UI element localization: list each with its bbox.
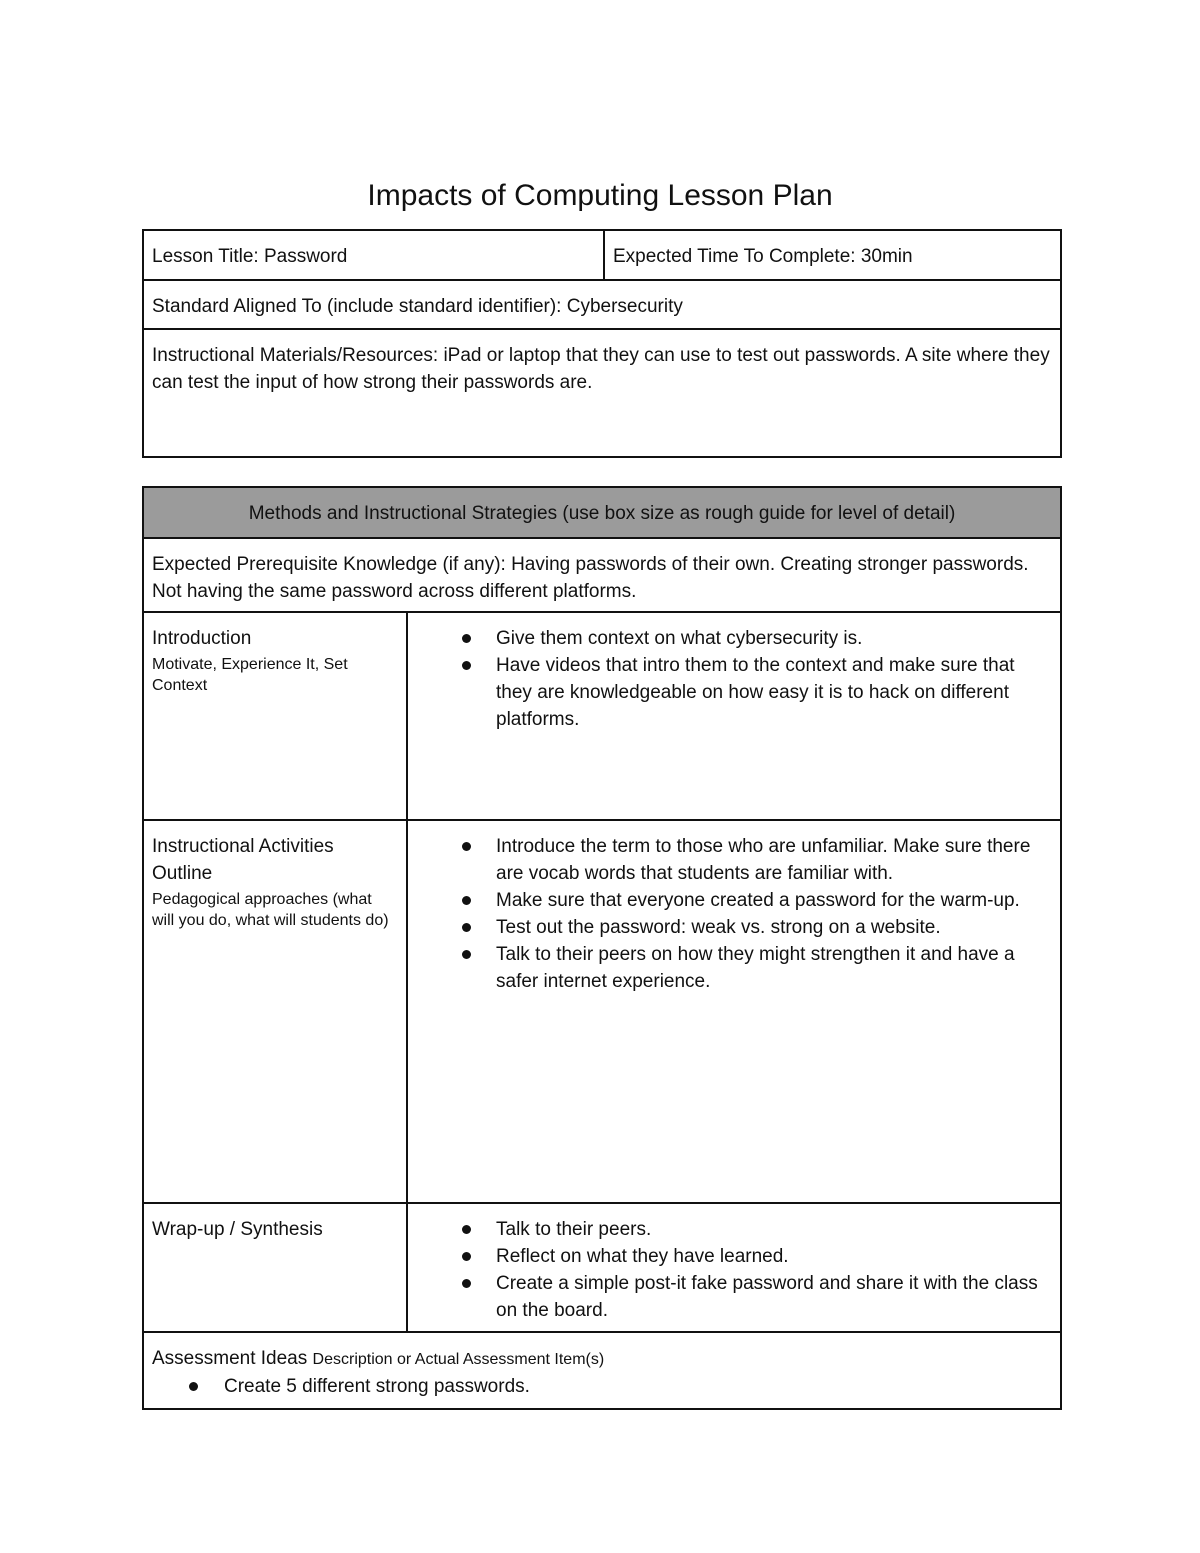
introduction-note: Motivate, Experience It, Set Context (152, 656, 348, 694)
list-item: Give them context on what cybersecurity is. (496, 625, 1052, 652)
activities-content-cell (407, 820, 1061, 1203)
assessment-cell (143, 1332, 1061, 1409)
activities-bullets (416, 833, 1052, 995)
materials-cell: Instructional Materials/Resources: iPad or laptop that they can use to test out passwords. A site where they can test the input of how strong their passwords are. (143, 329, 1061, 457)
list-item: Introduce the term to those who are unfamiliar. Make sure there are vocab words that students are familiar with. (496, 833, 1052, 887)
introduction-label: Introduction (152, 628, 252, 649)
expected-time-cell: Expected Time To Complete: 30min (604, 230, 1061, 280)
list-item: Talk to their peers. (496, 1216, 1052, 1243)
introduction-label-cell (143, 612, 407, 820)
list-item: Talk to their peers on how they might strengthen it and have a safer internet experience. (496, 941, 1052, 995)
introduction-content-cell (407, 612, 1061, 820)
assessment-label: Assessment Ideas (152, 1348, 308, 1369)
activities-note: Pedagogical approaches (what will you do, what will students do) (152, 891, 389, 929)
lesson-info-table (142, 229, 1062, 458)
assessment-note: Description or Actual Assessment Item(s) (312, 1351, 605, 1368)
wrapup-bullets (416, 1216, 1052, 1324)
list-item: Create 5 different strong passwords. (224, 1373, 1052, 1400)
methods-table (142, 486, 1062, 1410)
wrapup-label: Wrap-up / Synthesis (152, 1219, 323, 1240)
list-item: Have videos that intro them to the context and make sure that they are knowledgeable on how easy it is to hack on different platforms. (496, 652, 1052, 733)
methods-header: Methods and Instructional Strategies (use box size as rough guide for level of detail) (143, 487, 1061, 538)
list-item: Create a simple post-it fake password and share it with the class on the board. (496, 1270, 1052, 1324)
activities-label: Instructional Activities Outline (152, 836, 334, 884)
assessment-bullets (152, 1373, 1052, 1400)
activities-label-cell (143, 820, 407, 1203)
lesson-title-cell: Lesson Title: Password (143, 230, 604, 280)
introduction-bullets (416, 625, 1052, 733)
standard-cell: Standard Aligned To (include standard identifier): Cybersecurity (143, 280, 1061, 329)
list-item: Make sure that everyone created a password for the warm-up. (496, 887, 1052, 914)
wrapup-content-cell (407, 1203, 1061, 1332)
prerequisite-cell: Expected Prerequisite Knowledge (if any): Having passwords of their own. Creating stronger passwords. Not having the same password across different platforms. (143, 538, 1061, 612)
list-item: Test out the password: weak vs. strong on a website. (496, 914, 1052, 941)
wrapup-label-cell (143, 1203, 407, 1332)
list-item: Reflect on what they have learned. (496, 1243, 1052, 1270)
page-title: Impacts of Computing Lesson Plan (367, 179, 833, 212)
